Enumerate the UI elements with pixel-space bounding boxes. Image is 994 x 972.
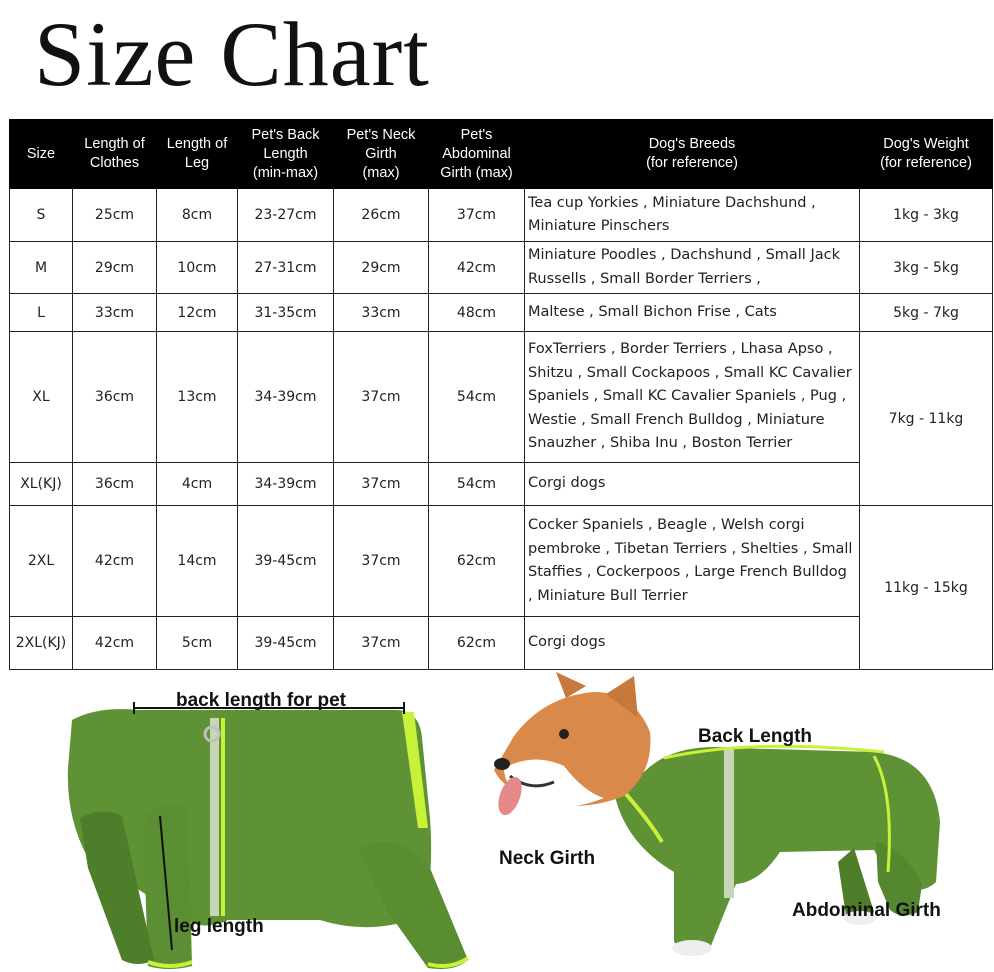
cell-leg: 10cm xyxy=(157,242,238,294)
size-chart-table xyxy=(9,119,993,670)
cell-leg: 13cm xyxy=(157,332,238,463)
cell-back: 39-45cm xyxy=(238,506,334,617)
header-dog-weight: Dog's Weight (for reference) xyxy=(860,120,993,189)
cell-breeds: Cocker Spaniels , Beagle , Welsh corgi pembroke , Tibetan Terriers , Shelties , Small Staffies , Cockerpoos , Large French Bulldog , Miniature Bull Terrier xyxy=(525,506,860,617)
cell-leg: 8cm xyxy=(157,189,238,242)
cell-neck: 37cm xyxy=(334,332,429,463)
cell-breeds: Corgi dogs xyxy=(525,463,860,506)
cell-clothes: 33cm xyxy=(73,294,157,332)
neck-girth-label: Neck Girth xyxy=(499,848,596,869)
header-abdominal-girth: Pet's Abdominal Girth (max) xyxy=(429,120,525,189)
header-length-of-clothes: Length of Clothes xyxy=(73,120,157,189)
cell-breeds: Maltese , Small Bichon Frise , Cats xyxy=(525,294,860,332)
cell-abdominal: 37cm xyxy=(429,189,525,242)
cell-clothes: 42cm xyxy=(73,506,157,617)
cell-clothes: 36cm xyxy=(73,463,157,506)
cell-breeds: FoxTerriers , Border Terriers , Lhasa Apso , Shitzu , Small Cockapoos , Small KC Cavalier Spaniels , Small KC Cavalier Spaniels , Pug , Westie , Small French Bulldog , Miniature Snauzher , Shiba Inu , Boston Terrier xyxy=(525,332,860,463)
cell-clothes: 42cm xyxy=(73,617,157,670)
onesie-product-image xyxy=(58,698,478,972)
cell-clothes: 25cm xyxy=(73,189,157,242)
cell-weight: 1kg - 3kg xyxy=(860,189,993,242)
cell-leg: 5cm xyxy=(157,617,238,670)
table-header-row xyxy=(10,120,993,189)
cell-back: 31-35cm xyxy=(238,294,334,332)
cell-size: M xyxy=(10,242,73,294)
cell-size: 2XL xyxy=(10,506,73,617)
product-photos xyxy=(0,672,994,972)
cell-breeds: Miniature Poodles , Dachshund , Small Jack Russells , Small Border Terriers , xyxy=(525,242,860,294)
cell-clothes: 36cm xyxy=(73,332,157,463)
table-row xyxy=(10,506,993,617)
cell-back: 34-39cm xyxy=(238,463,334,506)
abdominal-girth-label: Abdominal Girth xyxy=(792,900,941,921)
cell-size: L xyxy=(10,294,73,332)
cell-leg: 12cm xyxy=(157,294,238,332)
cell-abdominal: 48cm xyxy=(429,294,525,332)
table-row xyxy=(10,294,993,332)
cell-neck: 37cm xyxy=(334,463,429,506)
cell-abdominal: 62cm xyxy=(429,617,525,670)
cell-abdominal: 54cm xyxy=(429,332,525,463)
header-dog-breeds: Dog's Breeds (for reference) xyxy=(525,120,860,189)
cell-abdominal: 42cm xyxy=(429,242,525,294)
header-size: Size xyxy=(10,120,73,189)
header-length-of-leg: Length of Leg xyxy=(157,120,238,189)
cell-size: 2XL(KJ) xyxy=(10,617,73,670)
table-row xyxy=(10,242,993,294)
table-row xyxy=(10,617,993,670)
cell-neck: 26cm xyxy=(334,189,429,242)
cell-size: S xyxy=(10,189,73,242)
cell-back: 39-45cm xyxy=(238,617,334,670)
header-back-length: Pet's Back Length (min-max) xyxy=(238,120,334,189)
header-neck-girth: Pet's Neck Girth (max) xyxy=(334,120,429,189)
cell-size: XL xyxy=(10,332,73,463)
page-title: Size Chart xyxy=(34,3,430,105)
cell-neck: 37cm xyxy=(334,506,429,617)
cell-neck: 33cm xyxy=(334,294,429,332)
cell-back: 23-27cm xyxy=(238,189,334,242)
cell-size: XL(KJ) xyxy=(10,463,73,506)
cell-breeds: Tea cup Yorkies , Miniature Dachshund , Miniature Pinschers xyxy=(525,189,860,242)
cell-weight: 5kg - 7kg xyxy=(860,294,993,332)
cell-leg: 14cm xyxy=(157,506,238,617)
leg-length-label: leg length xyxy=(174,916,264,937)
cell-weight: 7kg - 11kg xyxy=(860,332,993,506)
cell-neck: 29cm xyxy=(334,242,429,294)
cell-weight: 11kg - 15kg xyxy=(860,506,993,670)
back-length-for-pet-label: back length for pet xyxy=(176,690,346,711)
cell-leg: 4cm xyxy=(157,463,238,506)
cell-neck: 37cm xyxy=(334,617,429,670)
table-row xyxy=(10,189,993,242)
cell-abdominal: 62cm xyxy=(429,506,525,617)
back-length-label: Back Length xyxy=(698,726,813,747)
cell-abdominal: 54cm xyxy=(429,463,525,506)
cell-weight: 3kg - 5kg xyxy=(860,242,993,294)
cell-breeds: Corgi dogs xyxy=(525,617,860,670)
cell-clothes: 29cm xyxy=(73,242,157,294)
cell-back: 34-39cm xyxy=(238,332,334,463)
table-row xyxy=(10,463,993,506)
table-row xyxy=(10,332,993,463)
cell-back: 27-31cm xyxy=(238,242,334,294)
